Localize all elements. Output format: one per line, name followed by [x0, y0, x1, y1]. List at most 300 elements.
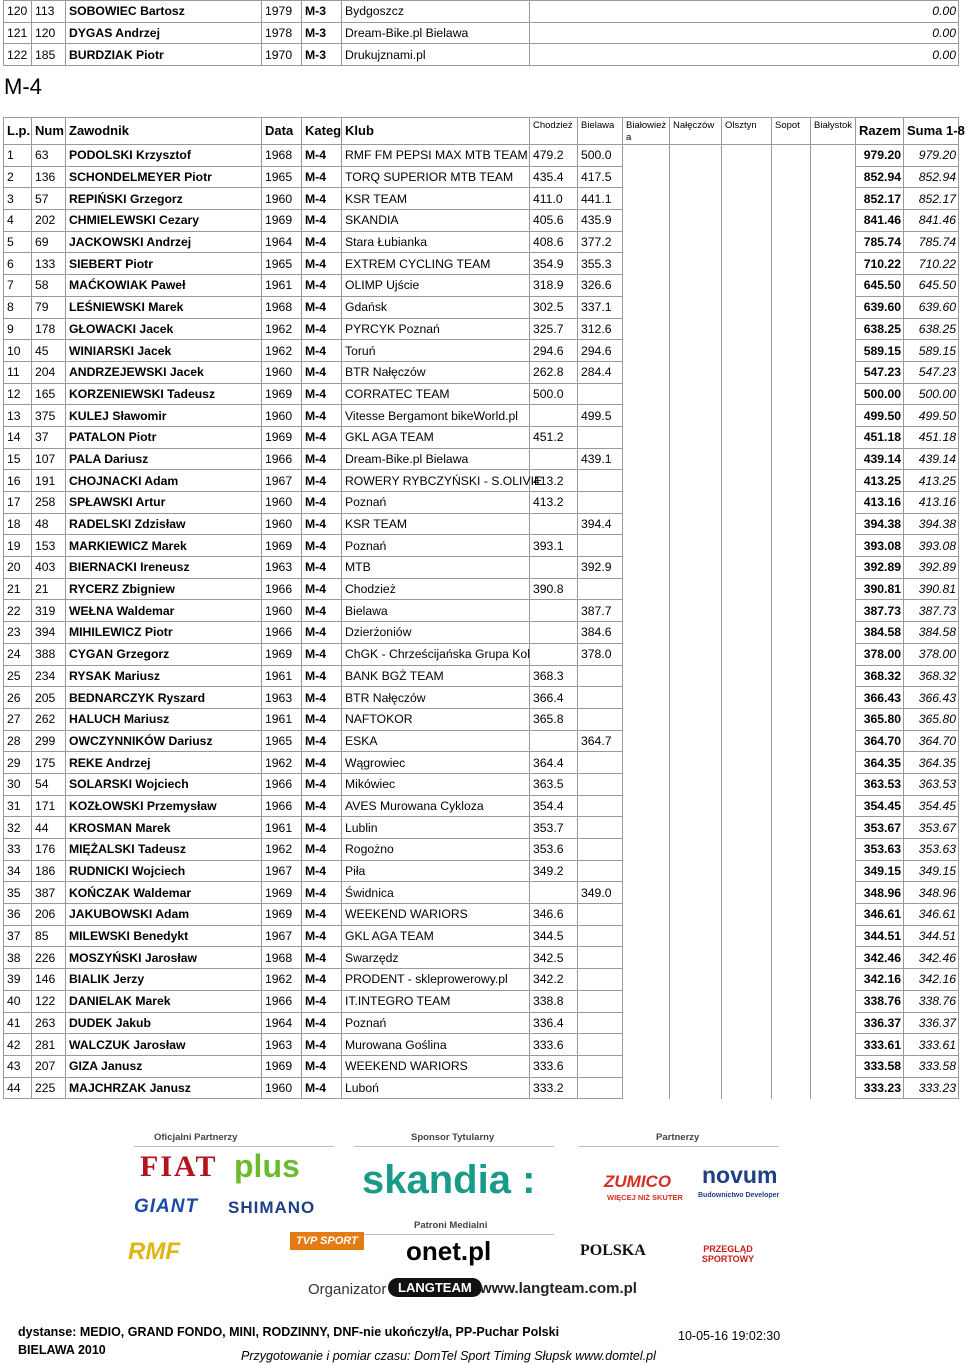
- table-row: [4, 557, 959, 579]
- stage-bialystok-cell: [811, 513, 856, 535]
- table-row: [4, 210, 959, 232]
- stage-olsztyn-cell: [722, 990, 772, 1012]
- stage-olsztyn-cell: [722, 1034, 772, 1056]
- stage-bielawa-cell: [578, 860, 623, 882]
- birth-year-cell: 1960: [262, 492, 302, 514]
- stage-olsztyn-cell: [722, 687, 772, 709]
- razem-cell: 589.15: [856, 340, 904, 362]
- bib-cell: 58: [32, 275, 66, 297]
- stage-bialowieza-cell: [623, 795, 670, 817]
- giant-logo: GIANT: [134, 1196, 199, 1217]
- stage-naleczow-cell: [670, 752, 722, 774]
- suma-cell: 852.94: [904, 166, 959, 188]
- razem-cell: 500.00: [856, 383, 904, 405]
- stage-olsztyn-cell: [722, 361, 772, 383]
- table-row: [4, 405, 959, 427]
- stage-chodziez-cell: 333.6: [530, 1055, 578, 1077]
- table-row: [4, 687, 959, 709]
- stage-bielawa-cell: [578, 752, 623, 774]
- birth-year-cell: 1969: [262, 535, 302, 557]
- stage-bielawa-cell: 349.0: [578, 882, 623, 904]
- stage-naleczow-cell: [670, 318, 722, 340]
- langteam-url: www.langteam.com.pl: [480, 1280, 637, 1297]
- novum-logo: novum: [702, 1162, 778, 1188]
- razem-cell: 365.80: [856, 708, 904, 730]
- stage-sopot-cell: [772, 340, 811, 362]
- stage-bialystok-cell: [811, 231, 856, 253]
- stage-bialowieza-cell: [623, 622, 670, 644]
- stage-bialowieza-cell: [623, 882, 670, 904]
- stage-bialowieza-cell: [623, 990, 670, 1012]
- bib-cell: 403: [32, 557, 66, 579]
- stage-bialystok-cell: [811, 643, 856, 665]
- suma-cell: 333.23: [904, 1077, 959, 1099]
- rank-cell: 11: [4, 361, 32, 383]
- bib-cell: 225: [32, 1077, 66, 1099]
- stage-sopot-cell: [772, 795, 811, 817]
- stage-sopot-cell: [772, 296, 811, 318]
- stage-chodziez-cell: 413.2: [530, 470, 578, 492]
- header-stage-chodziez: Chodzież: [530, 118, 578, 145]
- stage-bialystok-cell: [811, 947, 856, 969]
- stage-bialowieza-cell: [623, 426, 670, 448]
- rider-name-cell: PATALON Piotr: [66, 426, 262, 448]
- birth-year-cell: 1979: [262, 1, 302, 23]
- stage-bialystok-cell: [811, 1077, 856, 1099]
- club-cell: Luboń: [342, 1077, 530, 1099]
- table-row: [4, 535, 959, 557]
- stage-sopot-cell: [772, 318, 811, 340]
- rider-name-cell: RADELSKI Zdzisław: [66, 513, 262, 535]
- stage-chodziez-cell: 336.4: [530, 1012, 578, 1034]
- stage-chodziez-cell: 353.6: [530, 839, 578, 861]
- bib-cell: 202: [32, 210, 66, 232]
- stage-sopot-cell: [772, 513, 811, 535]
- birth-year-cell: 1966: [262, 795, 302, 817]
- table-row: [4, 1077, 959, 1099]
- club-cell: AVES Murowana Cykloza: [342, 795, 530, 817]
- zumico-tagline: WIĘCEJ NIŻ SKUTER: [607, 1193, 683, 1202]
- total-cell: 0.00: [530, 44, 959, 66]
- stage-naleczow-cell: [670, 687, 722, 709]
- stage-bielawa-cell: [578, 665, 623, 687]
- birth-year-cell: 1962: [262, 752, 302, 774]
- rider-name-cell: GŁOWACKI Jacek: [66, 318, 262, 340]
- rider-name-cell: PALA Dariusz: [66, 448, 262, 470]
- footer-distances: dystanse: MEDIO, GRAND FONDO, MINI, RODZINNY, DNF-nie ukończył/a, PP-Puchar Polski: [18, 1325, 560, 1339]
- suma-cell: 638.25: [904, 318, 959, 340]
- sponsors-block: [124, 1132, 800, 1304]
- birth-year-cell: 1969: [262, 904, 302, 926]
- rank-cell: 42: [4, 1034, 32, 1056]
- club-cell: Swarzędz: [342, 947, 530, 969]
- stage-olsztyn-cell: [722, 535, 772, 557]
- rank-cell: 32: [4, 817, 32, 839]
- suma-cell: 852.17: [904, 188, 959, 210]
- plus-logo: plus: [234, 1148, 300, 1184]
- stage-bialystok-cell: [811, 253, 856, 275]
- suma-cell: 353.63: [904, 839, 959, 861]
- category-cell: M-4: [302, 231, 342, 253]
- table-row: [4, 925, 959, 947]
- suma-cell: 365.80: [904, 708, 959, 730]
- stage-bielawa-cell: [578, 492, 623, 514]
- stage-olsztyn-cell: [722, 253, 772, 275]
- stage-bielawa-cell: 355.3: [578, 253, 623, 275]
- rider-name-cell: SCHONDELMEYER Piotr: [66, 166, 262, 188]
- stage-naleczow-cell: [670, 210, 722, 232]
- stage-bialowieza-cell: [623, 470, 670, 492]
- rank-cell: 44: [4, 1077, 32, 1099]
- header-zawodnik: Zawodnik: [66, 118, 262, 145]
- stage-bielawa-cell: 435.9: [578, 210, 623, 232]
- razem-cell: 979.20: [856, 145, 904, 167]
- table-row: [4, 492, 959, 514]
- club-cell: EXTREM CYCLING TEAM: [342, 253, 530, 275]
- bib-cell: 191: [32, 470, 66, 492]
- stage-bielawa-cell: [578, 773, 623, 795]
- table-row: [4, 318, 959, 340]
- birth-year-cell: 1968: [262, 947, 302, 969]
- club-cell: WEEKEND WARIORS: [342, 1055, 530, 1077]
- stage-sopot-cell: [772, 817, 811, 839]
- stage-chodziez-cell: 500.0: [530, 383, 578, 405]
- club-cell: PYRCYK Poznań: [342, 318, 530, 340]
- stage-naleczow-cell: [670, 470, 722, 492]
- table-row: [4, 383, 959, 405]
- bib-cell: 45: [32, 340, 66, 362]
- birth-year-cell: 1970: [262, 44, 302, 66]
- stage-bialystok-cell: [811, 839, 856, 861]
- razem-cell: 346.61: [856, 904, 904, 926]
- rank-cell: 1: [4, 145, 32, 167]
- stage-olsztyn-cell: [722, 1012, 772, 1034]
- stage-chodziez-cell: 363.5: [530, 773, 578, 795]
- table-row: [4, 882, 959, 904]
- razem-cell: 841.46: [856, 210, 904, 232]
- rank-cell: 26: [4, 687, 32, 709]
- rank-cell: 14: [4, 426, 32, 448]
- stage-bielawa-cell: [578, 578, 623, 600]
- stage-chodziez-cell: [530, 557, 578, 579]
- suma-cell: 366.43: [904, 687, 959, 709]
- stage-chodziez-cell: [530, 600, 578, 622]
- rider-name-cell: MOSZYŃSKI Jarosław: [66, 947, 262, 969]
- razem-cell: 785.74: [856, 231, 904, 253]
- stage-chodziez-cell: 411.0: [530, 188, 578, 210]
- bib-cell: 85: [32, 925, 66, 947]
- bib-cell: 113: [32, 1, 66, 23]
- stage-sopot-cell: [772, 253, 811, 275]
- suma-cell: 368.32: [904, 665, 959, 687]
- stage-naleczow-cell: [670, 600, 722, 622]
- results-table: [3, 117, 965, 1099]
- stage-bielawa-cell: 392.9: [578, 557, 623, 579]
- stage-chodziez-cell: 318.9: [530, 275, 578, 297]
- rider-name-cell: SPŁAWSKI Artur: [66, 492, 262, 514]
- category-cell: M-4: [302, 643, 342, 665]
- club-cell: Gdańsk: [342, 296, 530, 318]
- rider-name-cell: ANDRZEJEWSKI Jacek: [66, 361, 262, 383]
- birth-year-cell: 1965: [262, 730, 302, 752]
- birth-year-cell: 1969: [262, 426, 302, 448]
- category-cell: M-4: [302, 708, 342, 730]
- zumico-logo: ZUMICO: [604, 1172, 672, 1191]
- stage-bielawa-cell: [578, 383, 623, 405]
- rider-name-cell: MAĆKOWIAK Paweł: [66, 275, 262, 297]
- suma-cell: 344.51: [904, 925, 959, 947]
- table-row: [4, 1012, 959, 1034]
- table-row: [4, 361, 959, 383]
- stage-bialowieza-cell: [623, 925, 670, 947]
- stage-bialowieza-cell: [623, 643, 670, 665]
- rider-name-cell: CHMIELEWSKI Cezary: [66, 210, 262, 232]
- razem-cell: 364.35: [856, 752, 904, 774]
- bib-cell: 206: [32, 904, 66, 926]
- stage-bielawa-cell: [578, 535, 623, 557]
- stage-chodziez-cell: [530, 405, 578, 427]
- stage-naleczow-cell: [670, 708, 722, 730]
- stage-bialowieza-cell: [623, 535, 670, 557]
- stage-naleczow-cell: [670, 340, 722, 362]
- table-row: [4, 730, 959, 752]
- stage-bielawa-cell: 326.6: [578, 275, 623, 297]
- stage-sopot-cell: [772, 947, 811, 969]
- table-row: [4, 904, 959, 926]
- stage-bialystok-cell: [811, 600, 856, 622]
- stage-naleczow-cell: [670, 275, 722, 297]
- razem-cell: 338.76: [856, 990, 904, 1012]
- stage-naleczow-cell: [670, 1055, 722, 1077]
- club-cell: Wągrowiec: [342, 752, 530, 774]
- suma-cell: 353.67: [904, 817, 959, 839]
- rank-cell: 33: [4, 839, 32, 861]
- stage-olsztyn-cell: [722, 860, 772, 882]
- stage-olsztyn-cell: [722, 925, 772, 947]
- stage-bielawa-cell: [578, 1034, 623, 1056]
- stage-sopot-cell: [772, 708, 811, 730]
- stage-bialystok-cell: [811, 665, 856, 687]
- stage-olsztyn-cell: [722, 839, 772, 861]
- rider-name-cell: SIEBERT Piotr: [66, 253, 262, 275]
- stage-bialowieza-cell: [623, 166, 670, 188]
- stage-olsztyn-cell: [722, 1055, 772, 1077]
- category-cell: M-4: [302, 253, 342, 275]
- table-row: [4, 578, 959, 600]
- birth-year-cell: 1967: [262, 470, 302, 492]
- footer-credit: Przygotowanie i pomiar czasu: DomTel Sport Timing Słupsk www.domtel.pl: [241, 1349, 656, 1363]
- club-cell: Poznań: [342, 492, 530, 514]
- stage-sopot-cell: [772, 361, 811, 383]
- stage-bialowieza-cell: [623, 665, 670, 687]
- stage-chodziez-cell: 366.4: [530, 687, 578, 709]
- razem-cell: 547.23: [856, 361, 904, 383]
- rank-cell: 10: [4, 340, 32, 362]
- stage-bialystok-cell: [811, 318, 856, 340]
- stage-bialowieza-cell: [623, 578, 670, 600]
- stage-chodziez-cell: 393.1: [530, 535, 578, 557]
- razem-cell: 384.58: [856, 622, 904, 644]
- rank-cell: 25: [4, 665, 32, 687]
- stage-bielawa-cell: [578, 426, 623, 448]
- rank-cell: 3: [4, 188, 32, 210]
- stage-chodziez-cell: 294.6: [530, 340, 578, 362]
- rank-cell: 23: [4, 622, 32, 644]
- stage-chodziez-cell: 342.5: [530, 947, 578, 969]
- partners-heading: Partnerzy: [656, 1132, 700, 1143]
- stage-bialystok-cell: [811, 817, 856, 839]
- stage-sopot-cell: [772, 990, 811, 1012]
- rider-name-cell: JACKOWSKI Andrzej: [66, 231, 262, 253]
- birth-year-cell: 1968: [262, 145, 302, 167]
- category-cell: M-4: [302, 600, 342, 622]
- stage-bielawa-cell: 439.1: [578, 448, 623, 470]
- stage-chodziez-cell: [530, 513, 578, 535]
- stage-bielawa-cell: [578, 795, 623, 817]
- birth-year-cell: 1963: [262, 557, 302, 579]
- rank-cell: 34: [4, 860, 32, 882]
- stage-sopot-cell: [772, 426, 811, 448]
- stage-bialowieza-cell: [623, 839, 670, 861]
- razem-cell: 852.94: [856, 166, 904, 188]
- stage-sopot-cell: [772, 231, 811, 253]
- stage-chodziez-cell: 325.7: [530, 318, 578, 340]
- stage-naleczow-cell: [670, 513, 722, 535]
- club-cell: Murowana Goślina: [342, 1034, 530, 1056]
- club-cell: KSR TEAM: [342, 188, 530, 210]
- stage-sopot-cell: [772, 145, 811, 167]
- header-klub: Klub: [342, 118, 530, 145]
- birth-year-cell: 1968: [262, 296, 302, 318]
- rank-cell: 37: [4, 925, 32, 947]
- stage-sopot-cell: [772, 622, 811, 644]
- stage-bialowieza-cell: [623, 340, 670, 362]
- stage-naleczow-cell: [670, 730, 722, 752]
- birth-year-cell: 1966: [262, 448, 302, 470]
- stage-bielawa-cell: [578, 1077, 623, 1099]
- rider-name-cell: RYSAK Mariusz: [66, 665, 262, 687]
- suma-cell: 645.50: [904, 275, 959, 297]
- stage-olsztyn-cell: [722, 492, 772, 514]
- club-cell: Toruń: [342, 340, 530, 362]
- birth-year-cell: 1978: [262, 22, 302, 44]
- club-cell: TORQ SUPERIOR MTB TEAM: [342, 166, 530, 188]
- bib-cell: 171: [32, 795, 66, 817]
- stage-chodziez-cell: 338.8: [530, 990, 578, 1012]
- stage-bialowieza-cell: [623, 1012, 670, 1034]
- stage-bialystok-cell: [811, 882, 856, 904]
- stage-bielawa-cell: 499.5: [578, 405, 623, 427]
- club-cell: SKANDIA: [342, 210, 530, 232]
- stage-bialystok-cell: [811, 1012, 856, 1034]
- stage-chodziez-cell: 342.2: [530, 969, 578, 991]
- razem-cell: 342.46: [856, 947, 904, 969]
- category-cell: M-4: [302, 990, 342, 1012]
- rider-name-cell: CHOJNACKI Adam: [66, 470, 262, 492]
- onet-logo: onet.pl: [406, 1236, 492, 1266]
- previous-row: [4, 44, 959, 66]
- rank-cell: 20: [4, 557, 32, 579]
- stage-chodziez-cell: 451.2: [530, 426, 578, 448]
- stage-naleczow-cell: [670, 145, 722, 167]
- stage-bialystok-cell: [811, 340, 856, 362]
- stage-bialystok-cell: [811, 188, 856, 210]
- suma-cell: 392.89: [904, 557, 959, 579]
- rmf-logo: RMF: [128, 1238, 180, 1265]
- rank-cell: 12: [4, 383, 32, 405]
- razem-cell: 333.23: [856, 1077, 904, 1099]
- stage-chodziez-cell: 353.7: [530, 817, 578, 839]
- footer-event: BIELAWA 2010: [18, 1343, 106, 1357]
- category-cell: M-4: [302, 318, 342, 340]
- rider-name-cell: KORZENIEWSKI Tadeusz: [66, 383, 262, 405]
- table-row: [4, 188, 959, 210]
- stage-olsztyn-cell: [722, 795, 772, 817]
- club-cell: Lublin: [342, 817, 530, 839]
- stage-naleczow-cell: [670, 882, 722, 904]
- rank-cell: 121: [4, 22, 32, 44]
- rider-name-cell: WINIARSKI Jacek: [66, 340, 262, 362]
- stage-sopot-cell: [772, 904, 811, 926]
- suma-cell: 349.15: [904, 860, 959, 882]
- stage-bialystok-cell: [811, 752, 856, 774]
- suma-cell: 785.74: [904, 231, 959, 253]
- bib-cell: 69: [32, 231, 66, 253]
- category-cell: M-4: [302, 1012, 342, 1034]
- birth-year-cell: 1969: [262, 1055, 302, 1077]
- langteam-logo: LANGTEAM: [388, 1278, 482, 1297]
- category-cell: M-4: [302, 622, 342, 644]
- suma-cell: 439.14: [904, 448, 959, 470]
- stage-chodziez-cell: 368.3: [530, 665, 578, 687]
- stage-naleczow-cell: [670, 860, 722, 882]
- previous-row: [4, 22, 959, 44]
- club-cell: Bielawa: [342, 600, 530, 622]
- razem-cell: 852.17: [856, 188, 904, 210]
- category-cell: M-4: [302, 405, 342, 427]
- club-cell: Rogożno: [342, 839, 530, 861]
- total-cell: 0.00: [530, 22, 959, 44]
- stage-sopot-cell: [772, 730, 811, 752]
- rank-cell: 13: [4, 405, 32, 427]
- stage-bialystok-cell: [811, 383, 856, 405]
- club-cell: Poznań: [342, 535, 530, 557]
- razem-cell: 390.81: [856, 578, 904, 600]
- rank-cell: 18: [4, 513, 32, 535]
- stage-olsztyn-cell: [722, 188, 772, 210]
- suma-cell: 346.61: [904, 904, 959, 926]
- stage-bialystok-cell: [811, 730, 856, 752]
- birth-year-cell: 1962: [262, 340, 302, 362]
- stage-bielawa-cell: [578, 708, 623, 730]
- rank-cell: 17: [4, 492, 32, 514]
- stage-bielawa-cell: [578, 969, 623, 991]
- club-cell: Drukujznami.pl: [342, 44, 530, 66]
- suma-cell: 378.00: [904, 643, 959, 665]
- club-cell: BTR Nałęczów: [342, 361, 530, 383]
- category-cell: M-4: [302, 1055, 342, 1077]
- stage-chodziez-cell: [530, 730, 578, 752]
- stage-bialowieza-cell: [623, 817, 670, 839]
- bib-cell: 165: [32, 383, 66, 405]
- bib-cell: 263: [32, 1012, 66, 1034]
- razem-cell: 342.16: [856, 969, 904, 991]
- rider-name-cell: REKE Andrzej: [66, 752, 262, 774]
- stage-sopot-cell: [772, 448, 811, 470]
- rider-name-cell: DUDEK Jakub: [66, 1012, 262, 1034]
- stage-naleczow-cell: [670, 166, 722, 188]
- rank-cell: 30: [4, 773, 32, 795]
